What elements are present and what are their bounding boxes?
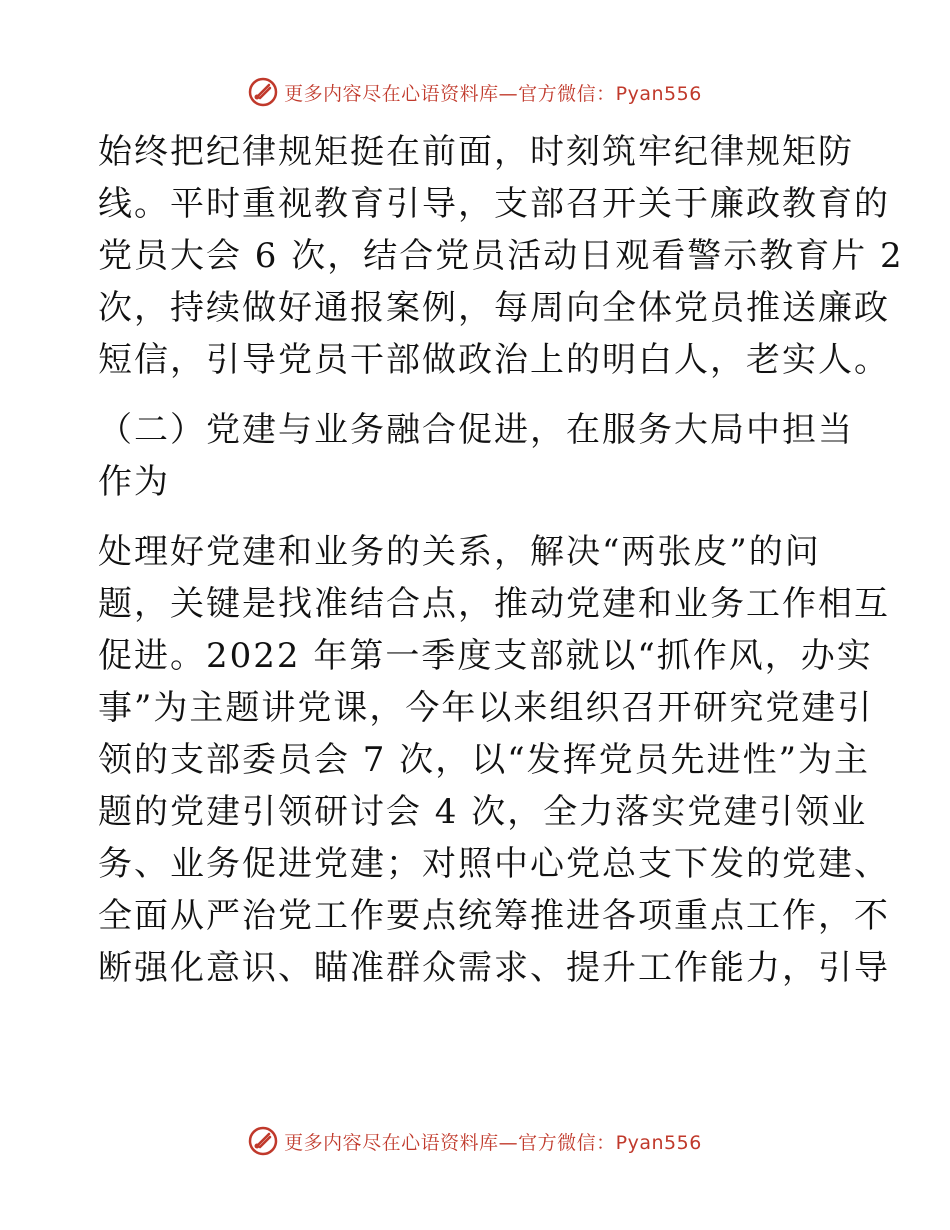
section-heading [98, 404, 858, 508]
text-line: 务、业务促进党建；对照中心党总支下发的党建、 [98, 844, 890, 884]
seal-logo-icon [248, 77, 278, 107]
text-line: 处理好党建和业务的关系，解决“两张皮”的问 [98, 532, 821, 572]
text-line: 领的支部委员会 7 次，以“发挥党员先进性”为主 [98, 740, 871, 780]
text-line: 短信，引导党员干部做政治上的明白人，老实人。 [98, 340, 890, 380]
text-line: 次，持续做好通报案例，每周向全体党员推送廉政 [98, 288, 890, 328]
watermark-text: 更多内容尽在心语资料库—官方微信：Pyan556 [284, 82, 702, 105]
footer-watermark [0, 1124, 950, 1158]
document-body [98, 126, 904, 994]
text-line: 事”为主题讲党课，今年以来组织召开研究党建引 [98, 688, 874, 728]
text-line: 线。平时重视教育引导，支部召开关于廉政教育的 [98, 184, 890, 224]
text-line: 促进。2022 年第一季度支部就以“抓作风，办实 [98, 636, 873, 676]
text-line: 始终把纪律规矩挺在前面，时刻筑牢纪律规矩防 [98, 132, 854, 172]
seal-logo-icon [248, 1126, 278, 1156]
header-watermark [0, 75, 950, 109]
text-line: 断强化意识、瞄准群众需求、提升工作能力，引导 [98, 948, 890, 988]
text-line: 党员大会 6 次，结合党员活动日观看警示教育片 2 [98, 236, 904, 276]
paragraph-discipline [98, 126, 904, 386]
text-line: 全面从严治党工作要点统筹推进各项重点工作，不 [98, 896, 890, 936]
paragraph-integration [98, 526, 890, 994]
watermark-text: 更多内容尽在心语资料库—官方微信：Pyan556 [284, 1131, 702, 1154]
text-line: 题的党建引领研讨会 4 次，全力落实党建引领业 [98, 792, 868, 832]
text-line: 题，关键是找准结合点，推动党建和业务工作相互 [98, 584, 890, 624]
heading-line: 作为 [98, 462, 170, 502]
heading-line: （二）党建与业务融合促进，在服务大局中担当 [98, 410, 854, 450]
